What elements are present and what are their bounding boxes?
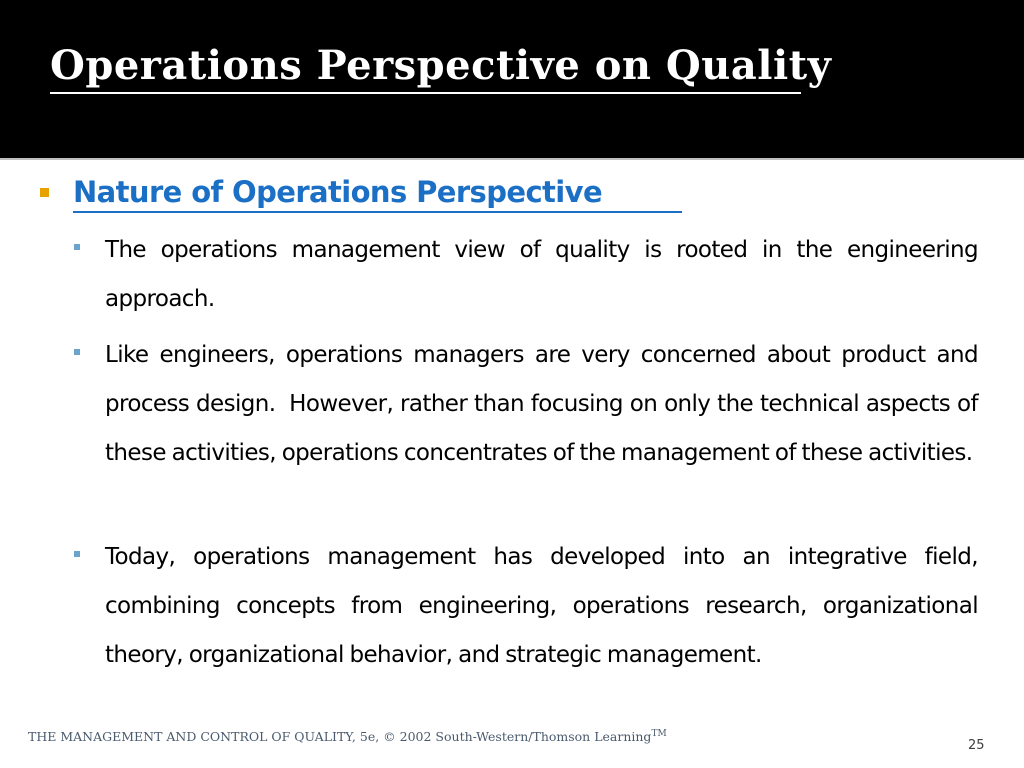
- slide-title: Operations Perspective on Quality: [50, 42, 832, 89]
- section-heading: Nature of Operations Perspective: [73, 175, 603, 209]
- bullet-text: Today, operations management has developed into an integrative field, combining concepts from engineering, operations research, organizational theory, organizational behavior, and strategic management.: [105, 544, 978, 668]
- square-bullet-icon: [74, 551, 80, 557]
- square-bullet-icon: [40, 188, 49, 197]
- bullet-text: Like engineers, operations managers are very concerned about product and process design. However, rather than focusing on only the technical aspects of these activities, operations concentrates of the management of these activities.: [105, 342, 978, 466]
- trademark-mark: TM: [651, 728, 667, 739]
- square-bullet-icon: [74, 349, 80, 355]
- page-number: 25: [968, 738, 985, 753]
- heading-row: [36, 170, 996, 214]
- title-underline: [50, 92, 801, 94]
- footer-text: THE MANAGEMENT AND CONTROL OF QUALITY, 5e, © 2002 South-Western/Thomson Learning: [28, 729, 652, 744]
- heading-underline: [73, 211, 682, 213]
- footer-citation: [28, 727, 667, 747]
- title-bar: [0, 0, 1024, 160]
- square-bullet-icon: [74, 244, 80, 250]
- bullet-text: The operations management view of quality is rooted in the engineering approach.: [105, 237, 978, 312]
